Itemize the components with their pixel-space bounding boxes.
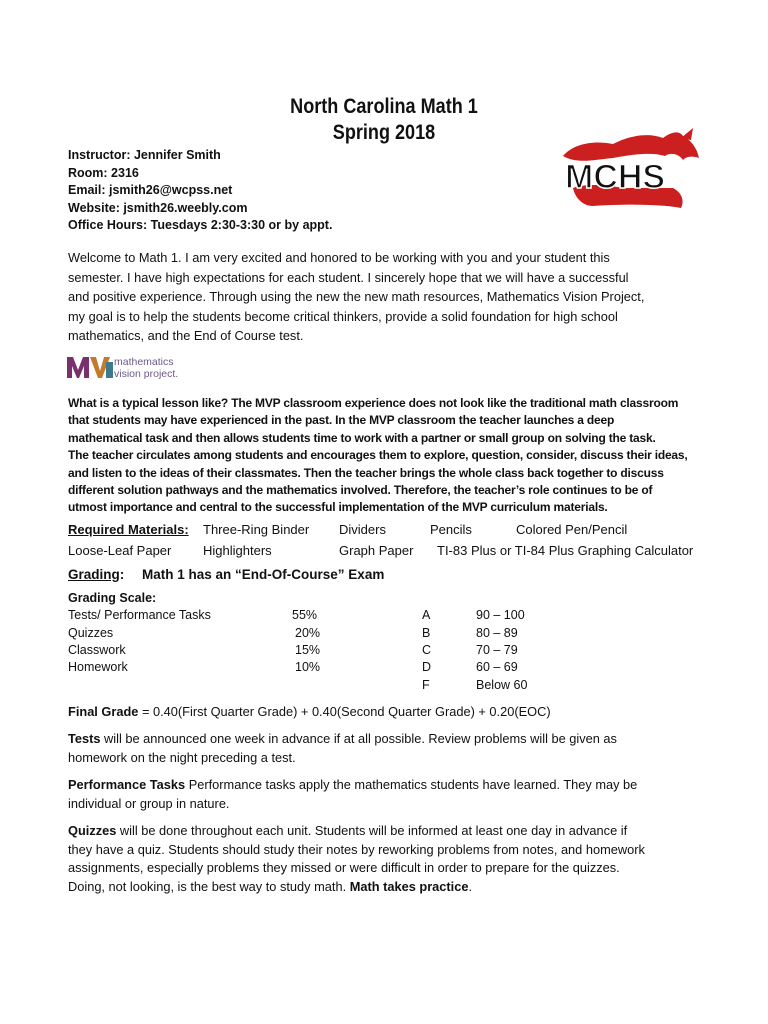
- performance-text: individual or group in nature.: [68, 795, 230, 811]
- material-item: Colored Pen/Pencil: [516, 522, 628, 537]
- tests-paragraph: [68, 730, 708, 767]
- material-item: Graph Paper: [339, 543, 414, 558]
- quizzes-text: .: [468, 878, 473, 894]
- tests-label: Tests: [68, 731, 101, 746]
- performance-text: Performance tasks apply the mathematics students have learned. They may be: [185, 777, 638, 792]
- material-item: Highlighters: [203, 543, 272, 558]
- final-grade-paragraph: [68, 703, 708, 722]
- quizzes-text: will be done throughout each unit. Students will be informed at least one day in advance if: [116, 823, 628, 838]
- category-weight: 15%: [295, 643, 321, 657]
- welcome-line: mathematics, and the End of Course test.: [68, 328, 304, 343]
- category-name: Quizzes: [68, 626, 114, 640]
- material-item: Pencils: [430, 522, 472, 537]
- materials-label: Required Materials:: [68, 522, 189, 537]
- category-weight: 10%: [295, 660, 321, 674]
- email: Email: jsmith26@wcpss.net: [68, 183, 233, 197]
- final-grade-formula: = 0.40(First Quarter Grade) + 0.40(Second Quarter Grade) + 0.20(EOC): [138, 704, 551, 719]
- category-name: Tests/ Performance Tasks: [68, 608, 211, 622]
- grade-range: 90 – 100: [476, 608, 525, 622]
- mvp-logo-line1: mathematics: [114, 356, 174, 368]
- grading-scale-title: Grading Scale:: [68, 591, 157, 605]
- lesson-line: different solution pathways and the mathematics involved. Therefore, the teacher’s role continues to be of: [68, 483, 653, 498]
- category-weight: 20%: [295, 626, 321, 640]
- lesson-line: mathematical task and then allows students time to work with a partner or small group on solving the task.: [68, 430, 656, 445]
- lesson-line: that students may have experienced in the past. In the MVP classroom the teacher launches a deep: [68, 413, 615, 428]
- school-logo: [553, 126, 703, 216]
- mvp-icon: [66, 356, 114, 382]
- instructor-name: Instructor: Jennifer Smith: [68, 148, 221, 162]
- grade-range: 60 – 69: [476, 660, 518, 674]
- lesson-line: What is a typical lesson like? The MVP classroom experience does not look like the traditional math classroom: [68, 396, 679, 410]
- mvp-logo: [66, 352, 206, 388]
- course-title: North Carolina Math 1: [290, 95, 478, 118]
- tests-text: homework on the night preceding a test.: [68, 749, 296, 765]
- welcome-line: Welcome to Math 1. I am very excited and honored to be working with you and your student this: [68, 250, 610, 265]
- instructor-info: [68, 147, 332, 235]
- performance-paragraph: [68, 776, 708, 813]
- mvp-logo-line2: vision project.: [114, 368, 179, 380]
- grading-heading: [68, 567, 384, 582]
- tests-text: will be announced one week in advance if at all possible. Review problems will be given as: [100, 731, 617, 746]
- quizzes-label: Quizzes: [68, 823, 117, 838]
- website: Website: jsmith26.weebly.com: [68, 200, 248, 215]
- room-number: Room: 2316: [68, 165, 139, 180]
- performance-label: Performance Tasks: [68, 777, 186, 792]
- grade-range: 70 – 79: [476, 643, 518, 657]
- quizzes-text: Doing, not looking, is the best way to study math.: [68, 878, 350, 894]
- lesson-line: and listen to the ideas of their classmates. Then the teacher brings the whole class back together to discuss: [68, 465, 664, 480]
- lesson-paragraph: [68, 395, 708, 517]
- welcome-line: semester. I have high expectations for each student. I sincerely hope that we will have a successful: [68, 269, 629, 285]
- grading-colon: :: [119, 567, 125, 582]
- math-takes-practice: Math takes practice: [349, 878, 469, 894]
- welcome-line: and positive experience. Through using the new the new math resources, Mathematics Vision Project,: [68, 289, 645, 304]
- final-grade-label: Final Grade: [68, 704, 139, 719]
- category-name: Classwork: [68, 643, 126, 657]
- grade-letter: F: [422, 678, 430, 692]
- grading-label: Grading: [68, 567, 120, 582]
- quizzes-text: they have a quiz. Students should study their notes by reworking problems from notes, and homework: [68, 841, 645, 857]
- semester-title: Spring 2018: [332, 121, 436, 144]
- mchs-logo-text: MCHS: [565, 158, 666, 196]
- grade-letter: A: [422, 608, 431, 622]
- grade-range: Below 60: [476, 678, 528, 692]
- grade-letter: B: [422, 626, 431, 640]
- lesson-line: utmost importance and central to the successful implementation of the MVP curriculum materials.: [68, 500, 608, 515]
- material-item: TI-83 Plus or TI-84 Plus Graphing Calculator: [437, 543, 694, 558]
- welcome-paragraph: [68, 248, 708, 346]
- material-item: Dividers: [339, 522, 386, 537]
- lesson-line: The teacher circulates among students and encourages them to explore, question, consider, discuss their ideas,: [68, 448, 688, 463]
- grade-letter: C: [422, 643, 432, 657]
- quizzes-text: assignments, especially problems they missed or were difficult in order to prepare for the quizzes.: [68, 860, 620, 875]
- grade-range: 80 – 89: [476, 626, 518, 640]
- quizzes-paragraph: [68, 822, 708, 896]
- welcome-line: my goal is to help the students become critical thinkers, provide a solid foundation for high school: [68, 308, 618, 324]
- material-item: Loose-Leaf Paper: [68, 543, 172, 558]
- category-weight: 55%: [292, 608, 318, 622]
- office-hours: Office Hours: Tuesdays 2:30-3:30 or by appt.: [68, 218, 333, 232]
- exam-note: Math 1 has an “End-Of-Course” Exam: [142, 567, 385, 582]
- material-item: Three-Ring Binder: [203, 522, 310, 537]
- grade-letter: D: [422, 660, 432, 674]
- category-name: Homework: [68, 660, 128, 674]
